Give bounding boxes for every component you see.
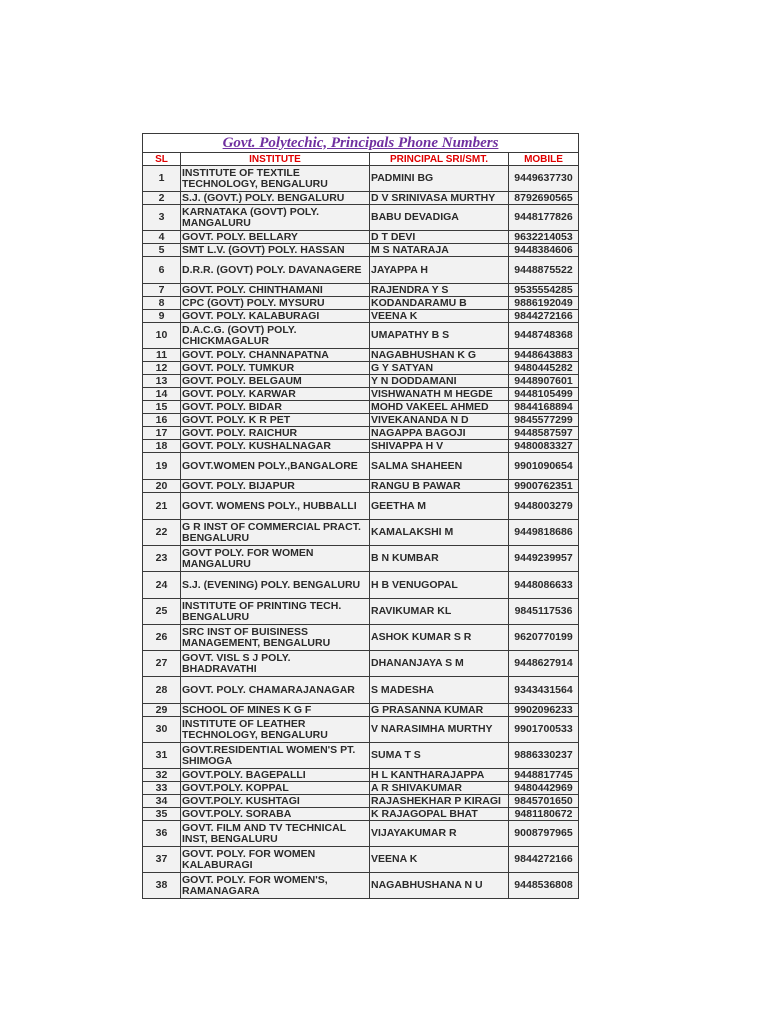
row-institute: GOVT. POLY. FOR WOMEN'S, RAMANAGARA: [181, 873, 370, 899]
row-principal: SUMA T S: [370, 743, 509, 769]
row-institute: GOVT. POLY. BELLARY: [181, 231, 370, 244]
row-sl: 11: [143, 349, 181, 362]
row-principal: JAYAPPA H: [370, 257, 509, 284]
row-institute: GOVT. VISL S J POLY. BHADRAVATHI: [181, 651, 370, 677]
row-mobile: 9481180672: [509, 808, 579, 821]
row-sl: 9: [143, 310, 181, 323]
row-institute: GOVT. POLY. BIDAR: [181, 401, 370, 414]
row-sl: 15: [143, 401, 181, 414]
row-mobile: 9448177826: [509, 205, 579, 231]
row-principal: KAMALAKSHI M: [370, 520, 509, 546]
table-row: [143, 493, 579, 520]
table-row: [143, 297, 579, 310]
table-row: [143, 546, 579, 572]
table-row: [143, 414, 579, 427]
row-principal: KODANDARAMU B: [370, 297, 509, 310]
row-mobile: 9448536808: [509, 873, 579, 899]
table-row: [143, 782, 579, 795]
row-sl: 31: [143, 743, 181, 769]
row-institute: GOVT. POLY. KALABURAGI: [181, 310, 370, 323]
table-row: [143, 231, 579, 244]
row-sl: 27: [143, 651, 181, 677]
row-sl: 23: [143, 546, 181, 572]
table-row: [143, 873, 579, 899]
row-institute: S.J. (EVENING) POLY. BENGALURU: [181, 572, 370, 599]
row-sl: 33: [143, 782, 181, 795]
row-institute: GOVT. POLY. KARWAR: [181, 388, 370, 401]
row-principal: V NARASIMHA MURTHY: [370, 717, 509, 743]
row-mobile: 9844168894: [509, 401, 579, 414]
row-principal: GEETHA M: [370, 493, 509, 520]
row-mobile: 9632214053: [509, 231, 579, 244]
row-mobile: 9449637730: [509, 166, 579, 192]
row-institute: GOVT. POLY. BELGAUM: [181, 375, 370, 388]
row-mobile: 9448587597: [509, 427, 579, 440]
row-principal: UMAPATHY B S: [370, 323, 509, 349]
row-sl: 34: [143, 795, 181, 808]
row-institute: GOVT. POLY. BIJAPUR: [181, 480, 370, 493]
row-institute: GOVT. POLY. RAICHUR: [181, 427, 370, 440]
row-mobile: 9902096233: [509, 704, 579, 717]
row-mobile: 9448384606: [509, 244, 579, 257]
row-institute: SRC INST OF BUISINESS MANAGEMENT, BENGALURU: [181, 625, 370, 651]
row-institute: SMT L.V. (GOVT) POLY. HASSAN: [181, 244, 370, 257]
table-row: [143, 847, 579, 873]
table-row: [143, 192, 579, 205]
row-principal: VEENA K: [370, 847, 509, 873]
row-sl: 32: [143, 769, 181, 782]
row-institute: GOVT. POLY. KUSHALNAGAR: [181, 440, 370, 453]
table-row: [143, 480, 579, 493]
row-principal: K RAJAGOPAL BHAT: [370, 808, 509, 821]
row-sl: 12: [143, 362, 181, 375]
table-row: [143, 244, 579, 257]
table-row: [143, 717, 579, 743]
row-sl: 16: [143, 414, 181, 427]
row-institute: GOVT. POLY. CHINTHAMANI: [181, 284, 370, 297]
column-header-mobile: MOBILE: [509, 153, 579, 166]
row-institute: GOVT. POLY. K R PET: [181, 414, 370, 427]
row-sl: 8: [143, 297, 181, 310]
row-sl: 6: [143, 257, 181, 284]
table-row: [143, 704, 579, 717]
row-mobile: 9901700533: [509, 717, 579, 743]
row-principal: RAJENDRA Y S: [370, 284, 509, 297]
row-sl: 29: [143, 704, 181, 717]
row-sl: 35: [143, 808, 181, 821]
row-principal: DHANANJAYA S M: [370, 651, 509, 677]
row-sl: 10: [143, 323, 181, 349]
table-row: [143, 257, 579, 284]
row-mobile: 9886330237: [509, 743, 579, 769]
row-sl: 13: [143, 375, 181, 388]
row-sl: 36: [143, 821, 181, 847]
row-sl: 1: [143, 166, 181, 192]
row-institute: GOVT. POLY. CHANNAPATNA: [181, 349, 370, 362]
table-row: [143, 651, 579, 677]
row-mobile: 9448643883: [509, 349, 579, 362]
row-principal: H L KANTHARAJAPPA: [370, 769, 509, 782]
row-institute: GOVT. FILM AND TV TECHNICAL INST, BENGALURU: [181, 821, 370, 847]
row-sl: 38: [143, 873, 181, 899]
row-mobile: 9844272166: [509, 310, 579, 323]
table-row: [143, 453, 579, 480]
table-row: [143, 743, 579, 769]
row-sl: 2: [143, 192, 181, 205]
row-sl: 18: [143, 440, 181, 453]
row-institute: KARNATAKA (GOVT) POLY. MANGALURU: [181, 205, 370, 231]
row-mobile: 9844272166: [509, 847, 579, 873]
row-principal: M S NATARAJA: [370, 244, 509, 257]
row-principal: NAGABHUSHAN K G: [370, 349, 509, 362]
row-institute: GOVT.POLY. KUSHTAGI: [181, 795, 370, 808]
table-row: [143, 821, 579, 847]
row-sl: 17: [143, 427, 181, 440]
row-mobile: 9900762351: [509, 480, 579, 493]
column-header-institute: INSTITUTE: [181, 153, 370, 166]
table-row: [143, 599, 579, 625]
row-principal: MOHD VAKEEL AHMED: [370, 401, 509, 414]
row-institute: GOVT.POLY. SORABA: [181, 808, 370, 821]
row-institute: S.J. (GOVT.) POLY. BENGALURU: [181, 192, 370, 205]
row-principal: A R SHIVAKUMAR: [370, 782, 509, 795]
table-row: [143, 349, 579, 362]
table-row: [143, 388, 579, 401]
row-institute: G R INST OF COMMERCIAL PRACT. BENGALURU: [181, 520, 370, 546]
row-institute: GOVT.POLY. BAGEPALLI: [181, 769, 370, 782]
row-sl: 25: [143, 599, 181, 625]
table-row: [143, 284, 579, 297]
row-sl: 4: [143, 231, 181, 244]
row-principal: RAJASHEKHAR P KIRAGI: [370, 795, 509, 808]
row-principal: B N KUMBAR: [370, 546, 509, 572]
row-principal: D T DEVI: [370, 231, 509, 244]
table-row: [143, 310, 579, 323]
row-principal: H B VENUGOPAL: [370, 572, 509, 599]
row-mobile: 9845701650: [509, 795, 579, 808]
row-principal: S MADESHA: [370, 677, 509, 704]
row-sl: 21: [143, 493, 181, 520]
table-body: [143, 166, 579, 899]
row-sl: 14: [143, 388, 181, 401]
row-institute: GOVT.POLY. KOPPAL: [181, 782, 370, 795]
row-principal: D V SRINIVASA MURTHY: [370, 192, 509, 205]
row-mobile: 9901090654: [509, 453, 579, 480]
row-institute: GOVT. POLY. CHAMARAJANAGAR: [181, 677, 370, 704]
phone-number-table: [142, 133, 579, 899]
table-row: [143, 520, 579, 546]
row-institute: INSTITUTE OF TEXTILE TECHNOLOGY, BENGALURU: [181, 166, 370, 192]
row-sl: 37: [143, 847, 181, 873]
table-row: [143, 808, 579, 821]
row-mobile: 9448907601: [509, 375, 579, 388]
row-institute: GOVT.RESIDENTIAL WOMEN'S PT. SHIMOGA: [181, 743, 370, 769]
table-row: [143, 401, 579, 414]
row-mobile: 9449818686: [509, 520, 579, 546]
table-row: [143, 769, 579, 782]
column-header-sl: SL: [143, 153, 181, 166]
row-mobile: 9845577299: [509, 414, 579, 427]
row-institute: CPC (GOVT) POLY. MYSURU: [181, 297, 370, 310]
table-row: [143, 572, 579, 599]
row-mobile: 9480442969: [509, 782, 579, 795]
row-institute: GOVT POLY. FOR WOMEN MANGALURU: [181, 546, 370, 572]
row-sl: 3: [143, 205, 181, 231]
row-mobile: 9620770199: [509, 625, 579, 651]
table-row: [143, 205, 579, 231]
row-sl: 22: [143, 520, 181, 546]
table-row: [143, 625, 579, 651]
row-principal: BABU DEVADIGA: [370, 205, 509, 231]
row-principal: Y N DODDAMANI: [370, 375, 509, 388]
row-principal: VIVEKANANDA N D: [370, 414, 509, 427]
row-mobile: 9535554285: [509, 284, 579, 297]
table-row: [143, 323, 579, 349]
row-institute: GOVT. POLY. TUMKUR: [181, 362, 370, 375]
row-principal: G PRASANNA KUMAR: [370, 704, 509, 717]
table-row: [143, 677, 579, 704]
row-institute: GOVT.WOMEN POLY.,BANGALORE: [181, 453, 370, 480]
row-principal: VIJAYAKUMAR R: [370, 821, 509, 847]
row-sl: 30: [143, 717, 181, 743]
row-principal: VEENA K: [370, 310, 509, 323]
table-title: Govt. Polytechic, Principals Phone Numbers: [143, 134, 579, 153]
row-institute: INSTITUTE OF PRINTING TECH. BENGALURU: [181, 599, 370, 625]
row-mobile: 8792690565: [509, 192, 579, 205]
table-row: [143, 362, 579, 375]
row-principal: SHIVAPPA H V: [370, 440, 509, 453]
row-principal: VISHWANATH M HEGDE: [370, 388, 509, 401]
row-institute: D.A.C.G. (GOVT) POLY. CHICKMAGALUR: [181, 323, 370, 349]
table-row: [143, 166, 579, 192]
row-principal: SALMA SHAHEEN: [370, 453, 509, 480]
row-mobile: 9448003279: [509, 493, 579, 520]
row-sl: 19: [143, 453, 181, 480]
row-mobile: 9448105499: [509, 388, 579, 401]
row-principal: NAGAPPA BAGOJI: [370, 427, 509, 440]
table-row: [143, 795, 579, 808]
row-mobile: 9845117536: [509, 599, 579, 625]
row-sl: 5: [143, 244, 181, 257]
row-mobile: 9449239957: [509, 546, 579, 572]
row-principal: PADMINI BG: [370, 166, 509, 192]
row-mobile: 9480083327: [509, 440, 579, 453]
row-sl: 28: [143, 677, 181, 704]
row-mobile: 9343431564: [509, 677, 579, 704]
row-mobile: 9886192049: [509, 297, 579, 310]
row-principal: RANGU B PAWAR: [370, 480, 509, 493]
row-sl: 24: [143, 572, 181, 599]
row-mobile: 9448817745: [509, 769, 579, 782]
row-principal: G Y SATYAN: [370, 362, 509, 375]
row-sl: 20: [143, 480, 181, 493]
row-sl: 26: [143, 625, 181, 651]
row-principal: NAGABHUSHANA N U: [370, 873, 509, 899]
row-mobile: 9448748368: [509, 323, 579, 349]
row-mobile: 9480445282: [509, 362, 579, 375]
row-sl: 7: [143, 284, 181, 297]
table-row: [143, 375, 579, 388]
row-institute: GOVT. WOMENS POLY., HUBBALLI: [181, 493, 370, 520]
row-institute: SCHOOL OF MINES K G F: [181, 704, 370, 717]
row-institute: INSTITUTE OF LEATHER TECHNOLOGY, BENGALURU: [181, 717, 370, 743]
row-mobile: 9448875522: [509, 257, 579, 284]
row-mobile: 9448086633: [509, 572, 579, 599]
table-row: [143, 427, 579, 440]
row-institute: GOVT. POLY. FOR WOMEN KALABURAGI: [181, 847, 370, 873]
column-header-principal: PRINCIPAL SRI/SMT.: [370, 153, 509, 166]
table-row: [143, 440, 579, 453]
row-mobile: 9008797965: [509, 821, 579, 847]
row-institute: D.R.R. (GOVT) POLY. DAVANAGERE: [181, 257, 370, 284]
row-principal: RAVIKUMAR KL: [370, 599, 509, 625]
row-mobile: 9448627914: [509, 651, 579, 677]
row-principal: ASHOK KUMAR S R: [370, 625, 509, 651]
